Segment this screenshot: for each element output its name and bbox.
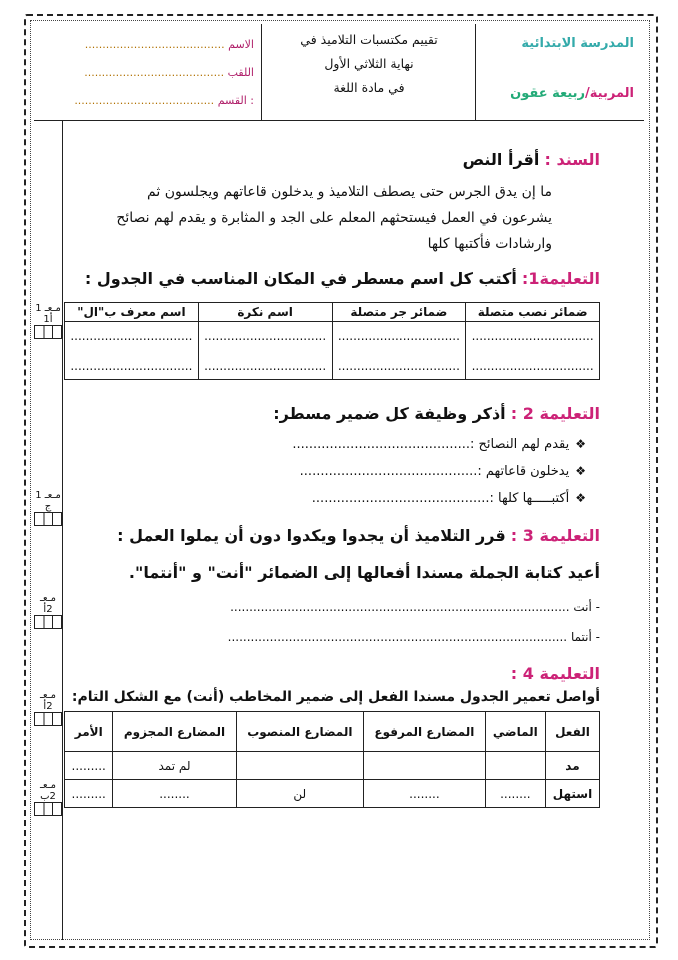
- q2-item-2[interactable]: ❖يدخلون قاعاتهم :...........................................: [299, 464, 586, 479]
- teacher-name: ربيعة عقون: [510, 86, 586, 101]
- teacher: [510, 86, 634, 101]
- q3-row-2[interactable]: - أنتما .........................................................................................: [227, 630, 600, 644]
- q3-heading: التعليمة 3 : قرر التلاميذ أن يجدوا ويكدوا دون أن يملوا العمل :: [117, 526, 600, 545]
- sanad-line-3: وارشادات فأكتبها كلها: [427, 236, 552, 252]
- q3-sub: أعيد كتابة الجملة مسندا أفعالها إلى الضمائر "أنت" و "أنتما".: [128, 563, 600, 582]
- q4-heading: التعليمة 4 :: [510, 664, 600, 683]
- side-q4: مـعـ 2ب: [34, 780, 62, 819]
- school-name: المدرسة الابتدائية: [521, 36, 634, 51]
- side-q2: مـعـ 1 ج: [34, 490, 62, 529]
- subject: في مادة اللغة: [333, 80, 405, 95]
- teacher-label: المربية/: [585, 86, 634, 101]
- margin-line: [62, 120, 63, 940]
- sanad-line-1: ما إن يدق الجرس حتى يصطف التلاميذ و يدخلون قاعاتهم ويجلسون ثم: [147, 184, 552, 200]
- q4-table: الفعل الماضي المضارع المرفوع المضارع المنصوب المضارع المجزوم الأمر مد لم تمد ......... استهل ........ ........ لن ........ .........: [64, 711, 600, 808]
- header: [34, 24, 644, 121]
- sanad-line-2: يشرعون في العمل فيستحثهم المعلم على الجد و المثابرة و يقدم لهم نصائح: [116, 210, 552, 226]
- side-q1: مـعـ 1 أ1: [34, 303, 62, 342]
- eval-title: تقييم مكتسبات التلاميذ في: [300, 32, 438, 47]
- class-field[interactable]: ........................................ القسم :: [74, 94, 254, 107]
- q3-row-1[interactable]: - أنت .........................................................................................: [230, 600, 600, 614]
- q1-table: ضمائر نصب متصلة ضمائر جر متصلة اسم نكرة اسم معرف ب"ال" ................................ ................................ ................................ ................................ ................................ ................................ ................................ ................................: [64, 302, 600, 380]
- name-field[interactable]: ........................................ الاسم: [84, 38, 254, 51]
- surname-field[interactable]: ........................................ اللقب: [84, 66, 254, 79]
- q2-item-3[interactable]: ❖أكتبـــــها كلها :...........................................: [311, 491, 586, 506]
- side-q3a: مـعـ 2أ: [34, 593, 62, 632]
- q2-item-1[interactable]: ❖يقدم لهم النصائح :...........................................: [292, 437, 586, 452]
- side-q3b: مـعـ 2أ: [34, 690, 62, 729]
- q4-text: أواصل تعمير الجدول مسندا الفعل إلى ضمير المخاطب (أنت) مع الشكل التام:: [71, 689, 600, 705]
- student-box: [34, 24, 262, 120]
- term: نهاية الثلاثي الأول: [324, 56, 414, 71]
- sanad: السند : أقرأ النص: [462, 150, 600, 169]
- content: [64, 128, 600, 808]
- eval-box: [261, 24, 476, 120]
- school-box: [475, 24, 644, 120]
- q2-heading: التعليمة 2 : أذكر وظيفة كل ضمير مسطر:: [273, 404, 600, 423]
- q1-heading: التعليمة1: أكتب كل اسم مسطر في المكان المناسب في الجدول :: [84, 269, 600, 288]
